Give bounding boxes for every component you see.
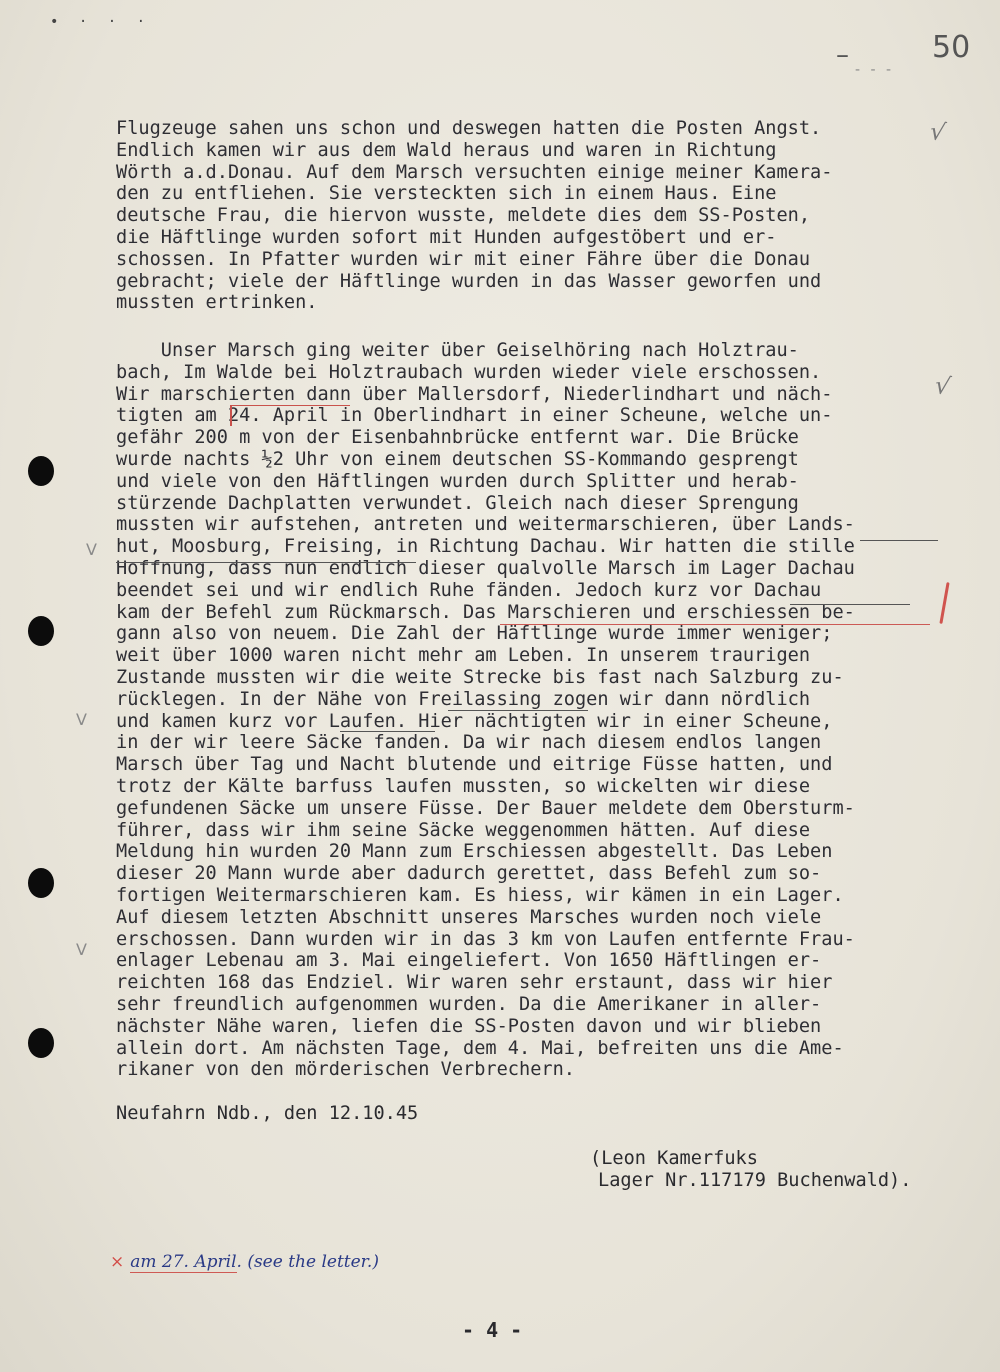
place-date: Neufahrn Ndb., den 12.10.45 (116, 1103, 419, 1124)
archive-dash-small: - - - (855, 62, 895, 78)
archive-dash: – (836, 40, 849, 70)
red-x-mark: × (110, 1252, 125, 1272)
paragraph-2: Unser Marsch ging weiter über Geiselhöring nach Holztrau- bach, Im Walde bei Holztraubach wurden wieder viele erschossen. Wir marschierten dann über Mallersdorf, Niederlindhart und näch- tigten am 24. April in Oberlindhart in einer Scheune, welche un- gefähr 200 m von der Eisenbahnbrücke entfernt war. Die Brücke wurde nachts ½2 Uhr von einem deutschen SS-Kommando gesprengt und viele von den Häftlingen wurden durch Splitter und herab- stürzende Dachplatten verwundet. Gleich nach dieser Sprengung mussten wir aufstehen, antreten und weitermarschieren, über Lands- hut, Moosburg, Freising, in Richtung Dachau. Wir hatten die stille Hoffnung, dass nun endlich dieser qualvolle Marsch im Lager Dachau beendet sei und wir endlich Ruhe fänden. Jedoch kurz vor Dachau kam der Befehl zum Rückmarsch. Das Marschieren und erschiessen be- gann also von neuem. Die Zahl der Häftlinge wurde immer weniger; weit über 1000 waren nicht mehr am Leben. In unserem traurigen Zustande mussten wir die weite Strecke bis fast nach Salzburg zu- rücklegen. In der Nähe von Freilassing zogen wir dann nördlich und kamen kurz vor Laufen. Hier nächtigten wir in einer Scheune, in der wir leere Säcke fanden. Da wir nach diesem endlos langen Marsch über Tag und Nacht blutende und eitrige Füsse hatten, und trotz der Kälte barfuss laufen mussten, so wickelten wir diese gefundenen Säcke um unsere Füsse. Der Bauer meldete dem Obersturm- führer, dass wir ihm seine Säcke weggenommen hätten. Auf diese Meldung hin wurden 20 Mann zum Erschiessen abgestellt. Das Leben dieser 20 Mann wurde aber dadurch gerettet, dass Befehl zum so- fortigen Weitermarschieren kam. Es hiess, wir kämen in ein Lager. Auf diesem letzten Abschnitt unseres Marsches wurden noch viele erschossen. Dann wurden wir in das 3 km von Laufen entfernte Frau- enlager Lebenau am 3. Mai eingeliefert. Von 1650 Häftlingen er- reichten 168 das Endziel. Wir waren sehr erstaunt, dass wir hier sehr freundlich aufgenommen wurden. Da die Amerikaner in aller- nächster Nähe waren, liefen die SS-Posten davon und wir blieben allein dort. Am nächsten Tage, dem 4. Mai, befreiten uns die Ame- rikaner von den mörderischen Verbrechern. (116, 340, 855, 1081)
margin-mark: V (86, 540, 97, 559)
handwritten-remark: . (see the letter.) (236, 1252, 379, 1272)
margin-mark: V (76, 710, 87, 729)
punch-hole (28, 1028, 54, 1058)
signature-camp-number: Lager Nr.117179 Buchenwald). (598, 1170, 912, 1191)
underline-landshut (860, 540, 938, 541)
underline-laufen (340, 731, 435, 732)
page-number: - 4 - (462, 1318, 523, 1342)
red-underline (500, 624, 930, 625)
punch-hole (28, 868, 54, 898)
signature-name: (Leon Kamerfuks (590, 1148, 758, 1169)
punch-hole (28, 616, 54, 646)
margin-mark: V (76, 940, 87, 959)
underline-dachau (790, 604, 910, 605)
underline-places (116, 562, 416, 563)
red-margin-line (939, 582, 949, 624)
top-dots: • · · · (50, 14, 152, 30)
punch-hole (28, 456, 54, 486)
underline-freilassing (448, 710, 588, 711)
handwritten-note (110, 1252, 379, 1272)
paragraph-1: Flugzeuge sahen uns schon und deswegen hatten die Posten Angst. Endlich kamen wir aus dem Wald heraus und waren in Richtung Wörth a.d.Donau. Auf dem Marsch versuchten einige meiner Kamera- den zu entfliehen. Sie versteckten sich in einem Haus. Eine deutsche Frau, die hiervon wusste, meldete dies dem SS-Posten, die Häftlinge wurden sofort mit Hunden aufgestöbert und er- schossen. In Pfatter wurden wir mit einer Fähre über die Donau gebracht; viele der Häftlinge wurden in das Wasser geworfen und mussten ertrinken. (116, 118, 833, 314)
handwritten-date: am 27. April (130, 1252, 237, 1272)
check-mark: √ (927, 116, 948, 148)
red-date-box (230, 405, 350, 426)
check-mark: √ (932, 370, 953, 402)
archive-number: 50 (932, 30, 971, 65)
